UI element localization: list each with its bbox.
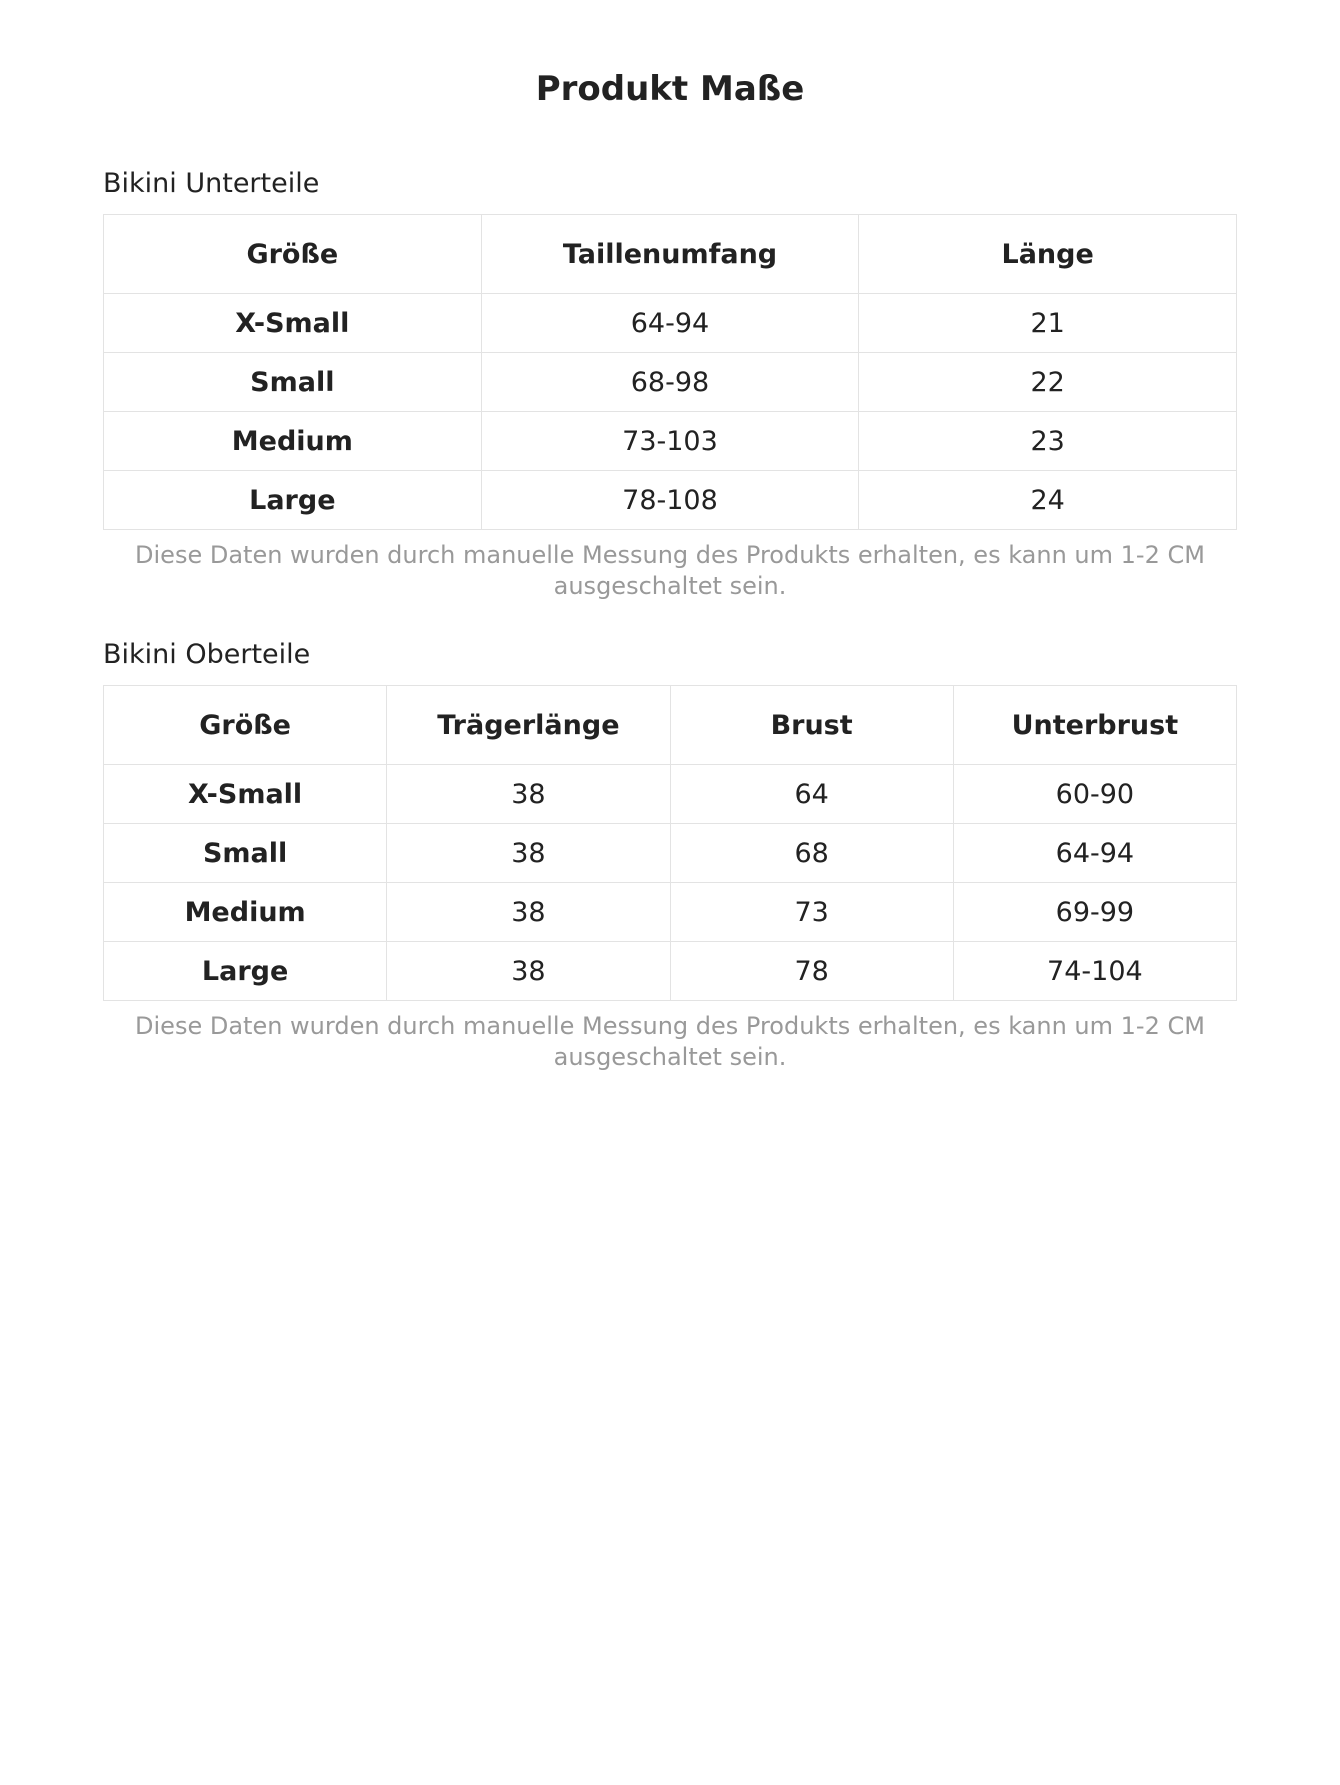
waist-cell: 78-108: [481, 471, 859, 530]
length-cell: 23: [859, 412, 1237, 471]
column-header-strap-length: Trägerlänge: [387, 686, 670, 765]
table-header-row: [104, 215, 1237, 294]
strap-length-cell: 38: [387, 765, 670, 824]
bust-cell: 68: [670, 824, 953, 883]
column-header-bust: Brust: [670, 686, 953, 765]
size-cell: Medium: [104, 883, 387, 942]
table-row: [104, 471, 1237, 530]
bottoms-section-title: Bikini Unterteile: [103, 168, 320, 199]
underbust-cell: 60-90: [953, 765, 1236, 824]
table-row: [104, 942, 1237, 1001]
table-row: [104, 883, 1237, 942]
bust-cell: 78: [670, 942, 953, 1001]
tops-section: [103, 637, 1237, 1073]
column-header-length: Länge: [859, 215, 1237, 294]
table-header-row: [104, 686, 1237, 765]
waist-cell: 68-98: [481, 353, 859, 412]
underbust-cell: 69-99: [953, 883, 1236, 942]
size-cell: Large: [104, 942, 387, 1001]
column-header-size: Größe: [104, 215, 482, 294]
size-cell: Large: [104, 471, 482, 530]
underbust-cell: 64-94: [953, 824, 1236, 883]
table-row: [104, 824, 1237, 883]
length-cell: 24: [859, 471, 1237, 530]
table-row: [104, 353, 1237, 412]
waist-cell: 73-103: [481, 412, 859, 471]
tops-size-table: [103, 685, 1237, 1001]
page-title: Produkt Maße: [535, 69, 805, 109]
bottoms-section: [103, 166, 1237, 602]
measurement-note: Diese Daten wurden durch manuelle Messung des Produkts erhalten, es kann um 1-2 CM ausgeschaltet sein.: [135, 1012, 1205, 1071]
strap-length-cell: 38: [387, 824, 670, 883]
bust-cell: 64: [670, 765, 953, 824]
strap-length-cell: 38: [387, 883, 670, 942]
tops-section-title: Bikini Oberteile: [103, 639, 311, 670]
size-cell: Small: [104, 824, 387, 883]
bottoms-size-table: [103, 214, 1237, 530]
column-header-underbust: Unterbrust: [953, 686, 1236, 765]
size-cell: Small: [104, 353, 482, 412]
size-cell: X-Small: [104, 294, 482, 353]
underbust-cell: 74-104: [953, 942, 1236, 1001]
column-header-waist: Taillenumfang: [481, 215, 859, 294]
bust-cell: 73: [670, 883, 953, 942]
measurement-note: Diese Daten wurden durch manuelle Messung des Produkts erhalten, es kann um 1-2 CM ausgeschaltet sein.: [135, 541, 1205, 600]
size-cell: X-Small: [104, 765, 387, 824]
column-header-size: Größe: [104, 686, 387, 765]
length-cell: 22: [859, 353, 1237, 412]
size-cell: Medium: [104, 412, 482, 471]
waist-cell: 64-94: [481, 294, 859, 353]
table-row: [104, 765, 1237, 824]
table-row: [104, 294, 1237, 353]
table-row: [104, 412, 1237, 471]
length-cell: 21: [859, 294, 1237, 353]
strap-length-cell: 38: [387, 942, 670, 1001]
